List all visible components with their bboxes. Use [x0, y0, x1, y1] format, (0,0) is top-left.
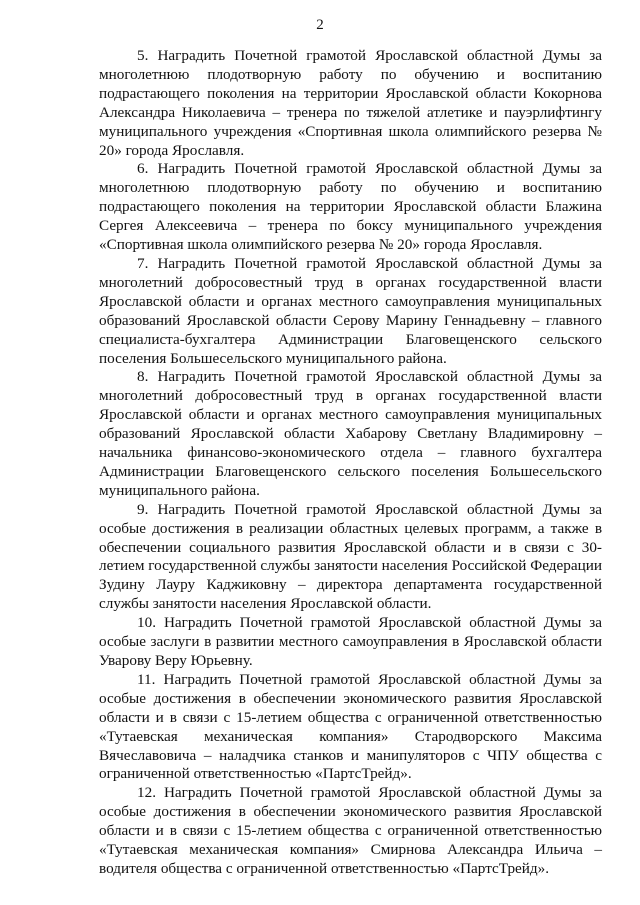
- paragraph-6: 6. Наградить Почетной грамотой Ярославской областной Думы за многолетнюю плодотворную работу по обучению и воспитанию подрастающего поколения на территории Ярославской области Блажина Сергея Алексеевича – тренера по боксу муниципального учреждения «Спортивная школа олимпийского резерва № 20» города Ярославля.: [99, 160, 602, 254]
- paragraph-11: 11. Наградить Почетной грамотой Ярославской областной Думы за особые достижения в обеспечении экономического развития Ярославской области и в связи с 15-летием общества с ограниченной ответственностью «Тутаевская механическая компания» Стародворского Максима Вячеславовича – наладчика станков и манипуляторов с ЧПУ общества с ограниченной ответственностью «ПартсТрейд».: [99, 670, 602, 783]
- page-number: 2: [316, 17, 324, 33]
- paragraph-7: 7. Наградить Почетной грамотой Ярославской областной Думы за многолетний добросовестный труд в органах государственной власти Ярославской области и органах местного самоуправления муниципальных образований Ярославской области Серову Марину Геннадьевну – главного специалиста-бухгалтера Администрации Благовещенского сельского поселения Большесельского муниципального района.: [99, 254, 602, 367]
- paragraph-5: 5. Наградить Почетной грамотой Ярославской областной Думы за многолетнюю плодотворную работу по обучению и воспитанию подрастающего поколения на территории Ярославской области Кокорнова Александра Николаевича – тренера по тяжелой атлетике и пауэрлифтингу муниципального учреждения «Спортивная школа олимпийского резерва № 20» города Ярославля.: [99, 47, 602, 159]
- paragraph-8: 8. Наградить Почетной грамотой Ярославской областной Думы за многолетний добросовестный труд в органах государственной власти Ярославской области и органах местного самоуправления муниципальных образований Ярославской области Хабарову Светлану Владимировну – начальника финансово-экономического отдела – главного бухгалтера Администрации Благовещенского сельского поселения Большесельского муниципального района.: [99, 368, 602, 499]
- paragraph-10: 10. Наградить Почетной грамотой Ярославской областной Думы за особые заслуги в развитии местного самоуправления в Ярославской области Уварову Веру Юрьевну.: [99, 614, 602, 669]
- paragraph-9: 9. Наградить Почетной грамотой Ярославской областной Думы за особые достижения в реализации областных целевых программ, а также в обеспечении социального развития Ярославской области и в связи с 30-летием государственной службы занятости населения Российской Федерации Зудину Лауру Каджиковну – директора департамента государственной службы занятости населения Ярославской области.: [99, 500, 602, 613]
- document-body: [99, 47, 602, 879]
- paragraph-12: 12. Наградить Почетной грамотой Ярославской областной Думы за особые достижения в обеспечении экономического развития Ярославской области и в связи с 15-летием общества с ограниченной ответственностью «Тутаевская механическая компания» Смирнова Александра Ильича – водителя общества с ограниченной ответственностью «ПартсТрейд».: [99, 784, 602, 877]
